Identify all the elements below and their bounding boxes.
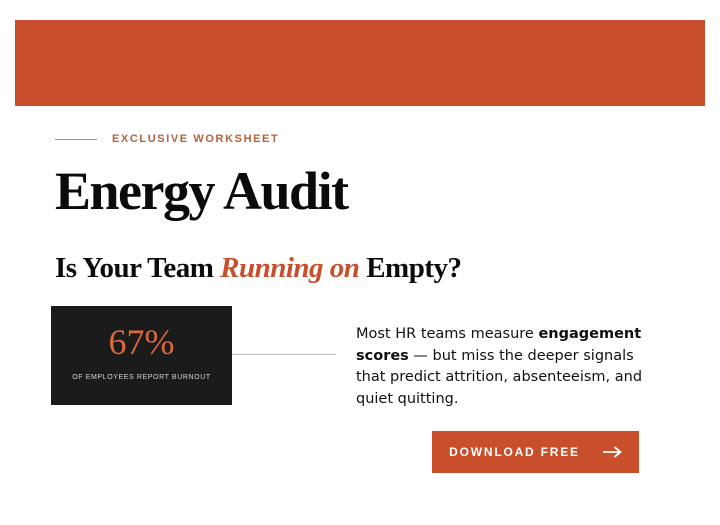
page-title: Energy Audit — [55, 161, 348, 221]
download-button[interactable] — [432, 431, 639, 473]
hero-banner — [15, 20, 705, 106]
body-text-emphasis: engagement scores — [356, 326, 642, 364]
stat-caption: OF EMPLOYEES REPORT BURNOUT — [72, 374, 211, 381]
eyebrow-rule — [55, 139, 97, 140]
body-text-rest: — but miss the deeper signals that predict attrition, absenteeism, and quiet quitting. — [356, 347, 643, 407]
download-button-label: DOWNLOAD FREE — [449, 445, 580, 459]
arrow-right-icon — [602, 446, 622, 458]
subtitle-tail: Empty? — [359, 252, 462, 284]
body-text-lead: Most HR teams measure — [356, 326, 539, 342]
body-copy — [356, 324, 656, 410]
stat-value: 67% — [108, 322, 175, 362]
eyebrow — [55, 131, 279, 147]
stat-card — [51, 306, 232, 405]
subtitle — [55, 250, 461, 286]
connector-line — [232, 354, 336, 355]
eyebrow-label: EXCLUSIVE WORKSHEET — [112, 133, 280, 145]
subtitle-lead: Is Your Team — [55, 252, 221, 284]
subtitle-accent: Running on — [220, 252, 360, 284]
